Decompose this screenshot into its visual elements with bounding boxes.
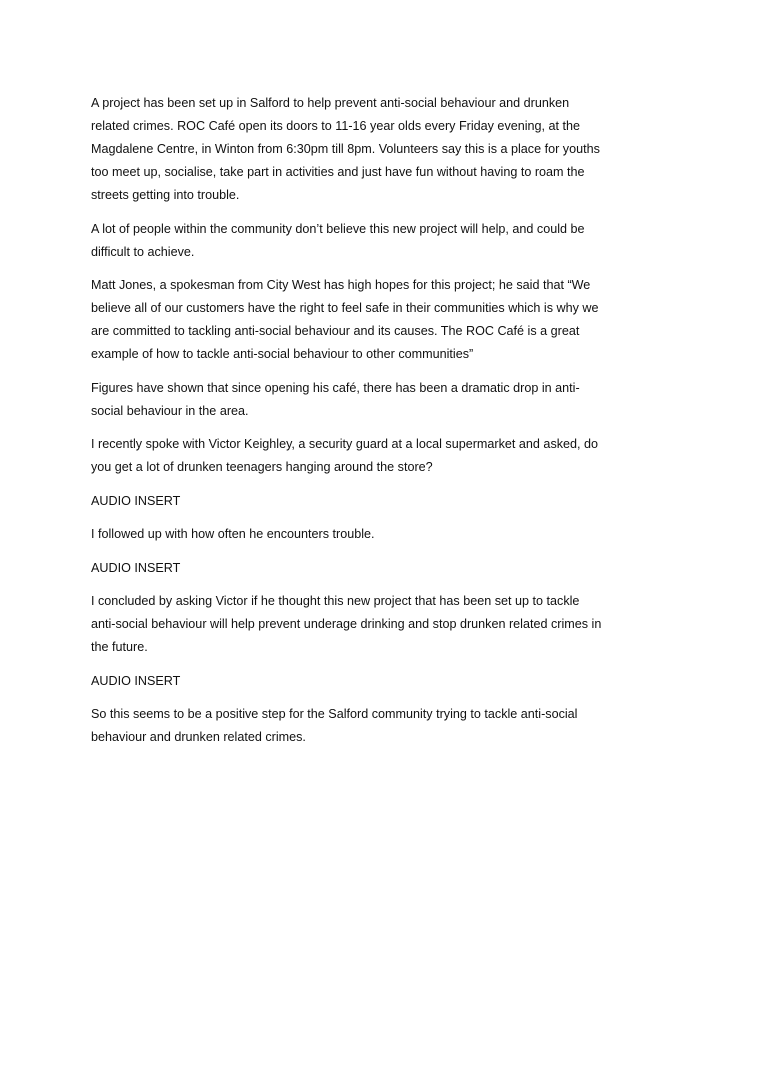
text-line: So this seems to be a positive step for the Salford community trying to tackle anti-social: [91, 707, 578, 721]
paragraph: [91, 433, 691, 479]
text-line: too meet up, socialise, take part in activities and just have fun without having to roam the: [91, 165, 585, 179]
audio-insert-marker: [91, 557, 691, 580]
text-line: AUDIO INSERT: [91, 493, 181, 508]
text-line: AUDIO INSERT: [91, 673, 181, 688]
document-body: [91, 92, 691, 760]
text-line: the future.: [91, 640, 148, 654]
paragraph: [91, 218, 691, 264]
text-line: example of how to tackle anti-social behaviour to other communities”: [91, 347, 474, 361]
text-line: behaviour and drunken related crimes.: [91, 730, 306, 744]
audio-insert-marker: [91, 670, 691, 693]
paragraph: [91, 590, 691, 659]
text-line: you get a lot of drunken teenagers hanging around the store?: [91, 460, 433, 474]
paragraph: [91, 92, 691, 207]
text-line: A project has been set up in Salford to help prevent anti-social behaviour and drunken: [91, 96, 570, 110]
text-line: anti-social behaviour will help prevent underage drinking and stop drunken related crimes in: [91, 617, 602, 631]
text-line: believe all of our customers have the right to feel safe in their communities which is why we: [91, 301, 599, 315]
text-line: social behaviour in the area.: [91, 403, 249, 418]
text-line: Figures have shown that since opening his café, there has been a dramatic drop in anti-: [91, 380, 580, 395]
text-line: AUDIO INSERT: [91, 560, 181, 575]
audio-insert-marker: [91, 490, 691, 513]
text-line: I followed up with how often he encounters trouble.: [91, 527, 375, 541]
text-line: A lot of people within the community don’t believe this new project will help, and could be: [91, 221, 585, 236]
text-line: are committed to tackling anti-social behaviour and its causes. The ROC Café is a great: [91, 324, 580, 338]
text-line: related crimes. ROC Café open its doors to 11-16 year olds every Friday evening, at the: [91, 119, 581, 133]
paragraph: [91, 377, 691, 423]
paragraph: [91, 274, 691, 366]
paragraph: [91, 523, 691, 546]
text-line: streets getting into trouble.: [91, 188, 240, 202]
text-line: difficult to achieve.: [91, 244, 195, 259]
text-line: I concluded by asking Victor if he thought this new project that has been set up to tackle: [91, 594, 580, 608]
paragraph: [91, 703, 691, 749]
text-line: Matt Jones, a spokesman from City West has high hopes for this project; he said that “We: [91, 278, 591, 292]
text-line: Magdalene Centre, in Winton from 6:30pm till 8pm. Volunteers say this is a place for youths: [91, 142, 600, 156]
text-line: I recently spoke with Victor Keighley, a security guard at a local supermarket and asked, do: [91, 437, 599, 451]
